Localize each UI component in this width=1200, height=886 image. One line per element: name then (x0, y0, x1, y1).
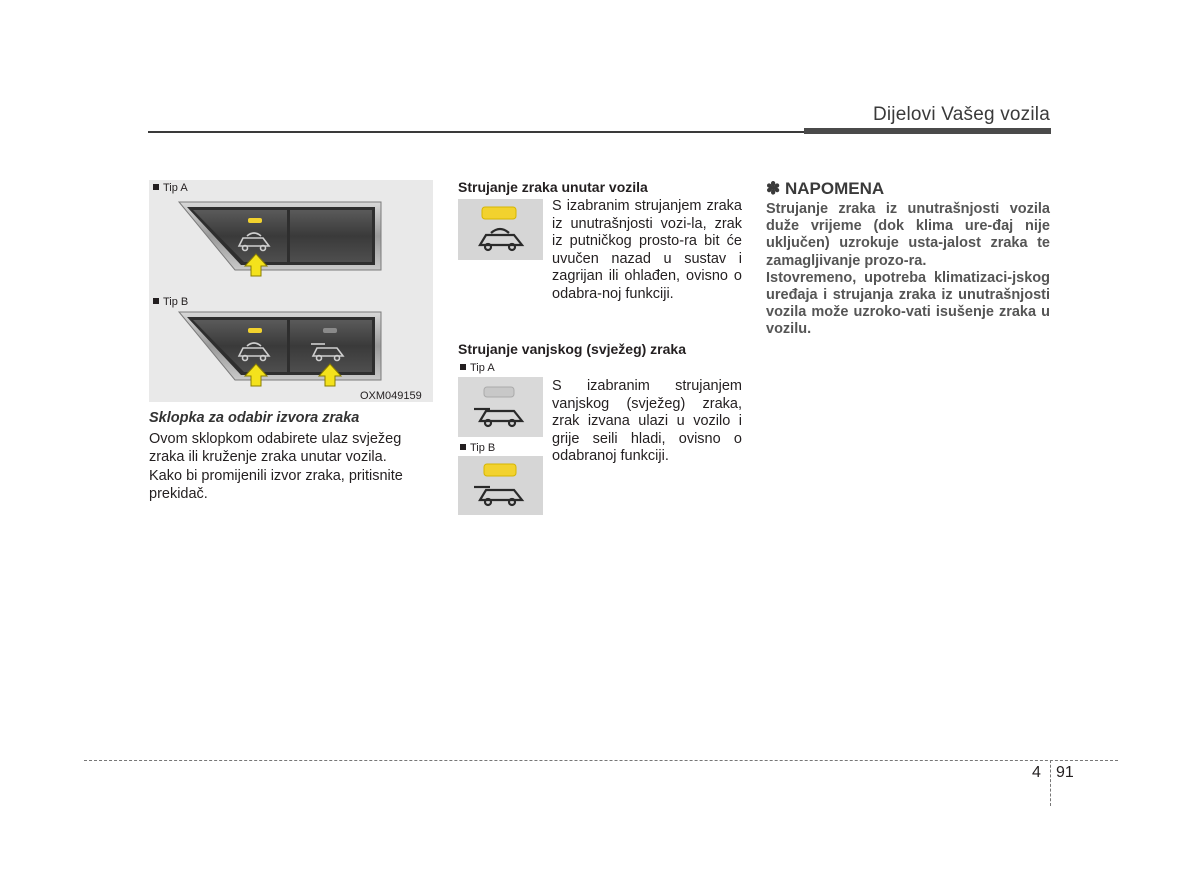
indicator-light-icon (248, 328, 262, 333)
chapter-number: 4 (1032, 764, 1041, 781)
indicator-light-off-icon (484, 387, 514, 397)
switch-illustration (149, 180, 433, 402)
paragraph: Kako bi promijenili izvor zraka, pritisnite prekidač. (149, 468, 403, 502)
indicator-light-icon (482, 207, 516, 219)
figure-label-tip-b: Tip B (153, 296, 188, 308)
note-paragraph: Istovremeno, upotreba klimatizaci-jskog uređaja i strujanja zraka iz unutrašnjosti vozila može uzroko-vati isušenje zraka u vozilu. (766, 269, 1050, 338)
header-rule-accent (804, 128, 1051, 134)
header-rule (148, 131, 804, 133)
recirculation-description: S izabranim strujanjem zraka iz unutrašnjosti vozi-la, zrak iz putničkog prosto-ra bit će uvučen nazad u sustav i zagrijan ili ohlađen, ovisno o odabra-noj funkciji. (552, 198, 742, 302)
switch-tip-b (179, 312, 381, 386)
figure-code: OXM049159 (360, 390, 422, 402)
paragraph: Ovom sklopkom odabirete ulaz svježeg zraka ili kruženje zraka unutar vozila. (149, 431, 402, 465)
section-title: Dijelovi Vašeg vozila (872, 104, 1050, 125)
figure-caption: Sklopka za odabir izvora zraka (149, 410, 360, 426)
label-tip-b: Tip B (460, 442, 495, 454)
bullet-square-icon (153, 298, 159, 304)
indicator-light-icon (248, 218, 262, 223)
subheading-recirculation: Strujanje zraka unutar vozila (458, 179, 648, 195)
recirculation-thumbnail (458, 199, 543, 260)
switch-tip-a (179, 202, 381, 276)
page-number: 91 (1056, 764, 1074, 781)
bullet-square-icon (460, 364, 466, 370)
figure-label-tip-a: Tip A (153, 182, 188, 194)
bullet-square-icon (153, 184, 159, 190)
fresh-air-thumbnail-tip-b (458, 456, 543, 515)
switch-figure (149, 180, 433, 402)
fresh-air-thumbnail-tip-a (458, 377, 543, 437)
indicator-light-off-icon (323, 328, 337, 333)
label-tip-a: Tip A (460, 362, 495, 374)
fresh-air-description: S izabranim strujanjem vanjskog (svježeg) zraka, zrak izvana ulazi u vozilo i grije seili hladi, ovisno o odabranoj funkciji. (552, 378, 742, 464)
note-text (766, 201, 1050, 339)
indicator-light-icon (484, 464, 516, 476)
note-title: ✽ NAPOMENA (766, 179, 885, 198)
note-paragraph: Strujanje zraka iz unutrašnjosti vozila duže vrijeme (dok klima ure-đaj nije uključen) uzrokuje usta-jalost zraka te zamagljivanje prozo-ra. (766, 201, 1050, 269)
bullet-square-icon (460, 444, 466, 450)
footer-divider (84, 760, 1118, 761)
footer-vertical-divider (1050, 760, 1051, 806)
subheading-fresh-air: Strujanje vanjskog (svježeg) zraka (458, 341, 686, 357)
